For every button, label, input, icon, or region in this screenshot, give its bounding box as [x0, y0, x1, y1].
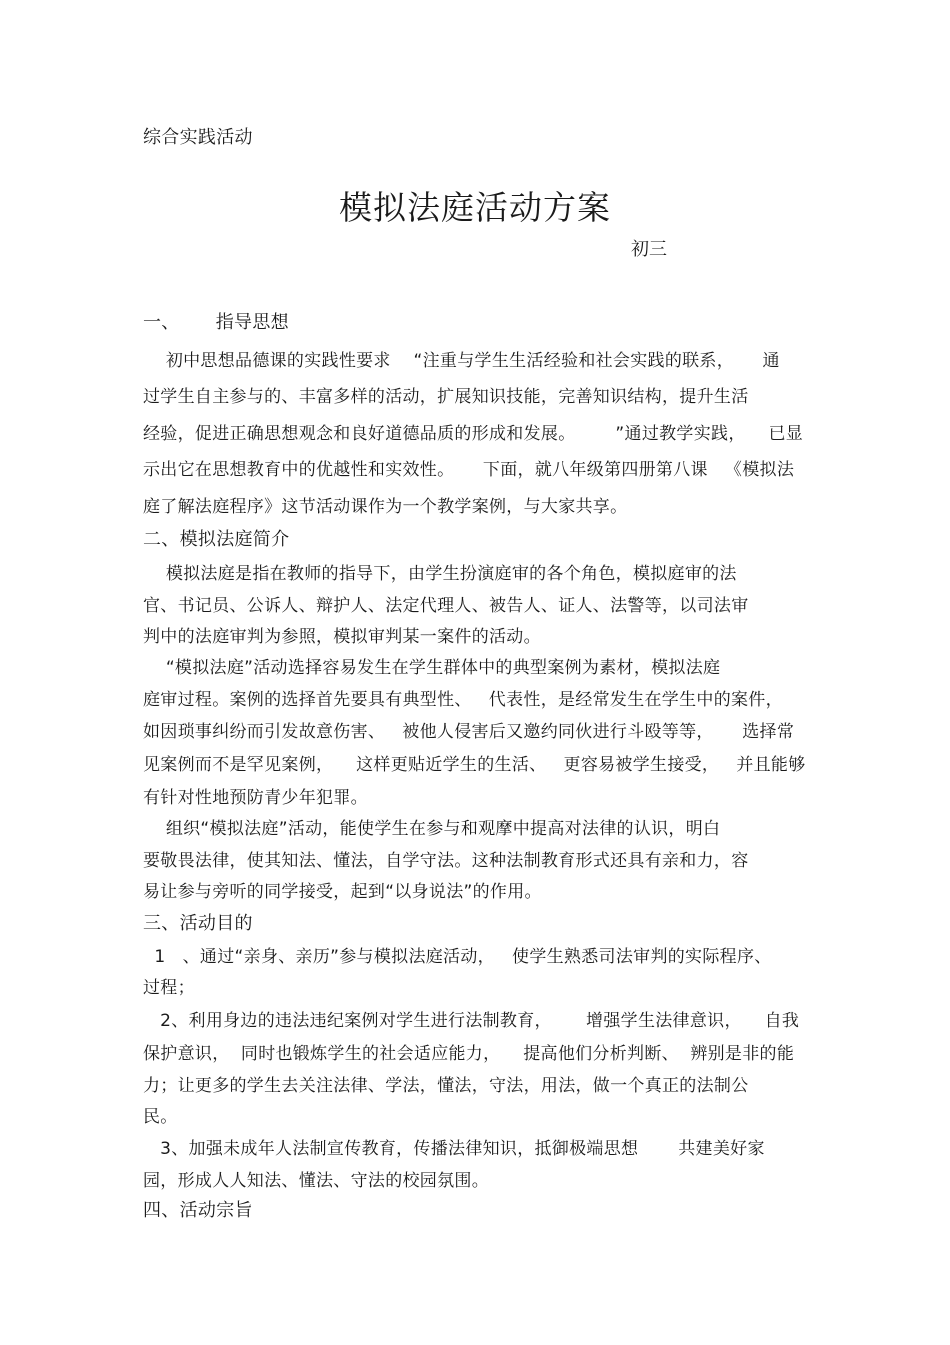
paragraph-line: 过学生自主参与的、丰富多样的活动，扩展知识技能，完善知识结构，提升生活: [143, 387, 749, 407]
paragraph-line: 2、利用身边的违法违纪案例对学生进行法制教育， 增强学生法律意识， 自我: [143, 1011, 800, 1031]
paragraph-line: 过程；: [143, 978, 195, 998]
page-title: 模拟法庭活动方案: [339, 188, 611, 227]
grade-label: 初三: [631, 239, 667, 260]
paragraph-line: 保护意识， 同时也锻炼学生的社会适应能力， 提高他们分析判断、 辨别是非的能: [143, 1044, 795, 1064]
paragraph-line: 模拟法庭是指在教师的指导下，由学生扮演庭审的各个角色，模拟庭审的法: [143, 564, 737, 584]
paragraph-line: 要敬畏法律，使其知法、懂法，自学守法。这种法制教育形式还具有亲和力，容: [143, 851, 749, 871]
section-heading: 一、 指导思想: [143, 312, 289, 333]
paragraph-line: “模拟法庭”活动选择容易发生在学生群体中的典型案例为素材，模拟法庭: [143, 658, 721, 678]
paragraph-line: 初中思想品德课的实践性要求 “注重与学生生活经验和社会实践的联系， 通: [143, 351, 780, 371]
paragraph-line: 民。: [143, 1107, 178, 1127]
paragraph-line: 判中的法庭审判为参照，模拟审判某一案件的活动。: [143, 627, 541, 647]
paragraph-line: 庭了解法庭程序》这节活动课作为一个教学案例，与大家共享。: [143, 497, 628, 517]
paragraph-line: 见案例而不是罕见案例， 这样更贴近学生的生活、 更容易被学生接受， 并且能够: [143, 755, 806, 775]
paragraph-line: 1 、通过“亲身、亲历”参与模拟法庭活动， 使学生熟悉司法审判的实际程序、: [143, 947, 772, 967]
section-heading: 二、模拟法庭简介: [143, 529, 290, 550]
paragraph-line: 有针对性地预防青少年犯罪。: [143, 788, 368, 808]
paragraph-line: 庭审过程。案例的选择首先要具有典型性、 代表性，是经常发生在学生中的案件，: [143, 690, 783, 710]
section-heading: 三、活动目的: [143, 913, 253, 934]
paragraph-line: 易让参与旁听的同学接受，起到“以身说法”的作用。: [143, 882, 542, 902]
paragraph-line: 示出它在思想教育中的优越性和实效性。 下面，就八年级第四册第八课 《模拟法: [143, 460, 795, 480]
paragraph-line: 力；让更多的学生去关注法律、学法，懂法，守法，用法，做一个真正的法制公: [143, 1076, 749, 1096]
paragraph-line: 园，形成人人知法、懂法、守法的校园氛围。: [143, 1171, 489, 1191]
paragraph-line: 经验，促进正确思想观念和良好道德品质的形成和发展。 ”通过教学实践， 已显: [143, 424, 804, 444]
paragraph-line: 如因琐事纠纷而引发故意伤害、 被他人侵害后又邀约同伙进行斗殴等等， 选择常: [143, 722, 795, 742]
section-heading: 四、活动宗旨: [143, 1200, 253, 1221]
paragraph-line: 组织“模拟法庭”活动，能使学生在参与和观摩中提高对法律的认识，明白: [143, 819, 721, 839]
paragraph-line: 官、书记员、公诉人、辩护人、法定代理人、被告人、证人、法警等，以司法审: [143, 596, 749, 616]
paragraph-line: 3、加强未成年人法制宣传教育，传播法律知识，抵御极端思想 共建美好家: [143, 1139, 765, 1159]
document-type-label: 综合实践活动: [143, 127, 253, 148]
